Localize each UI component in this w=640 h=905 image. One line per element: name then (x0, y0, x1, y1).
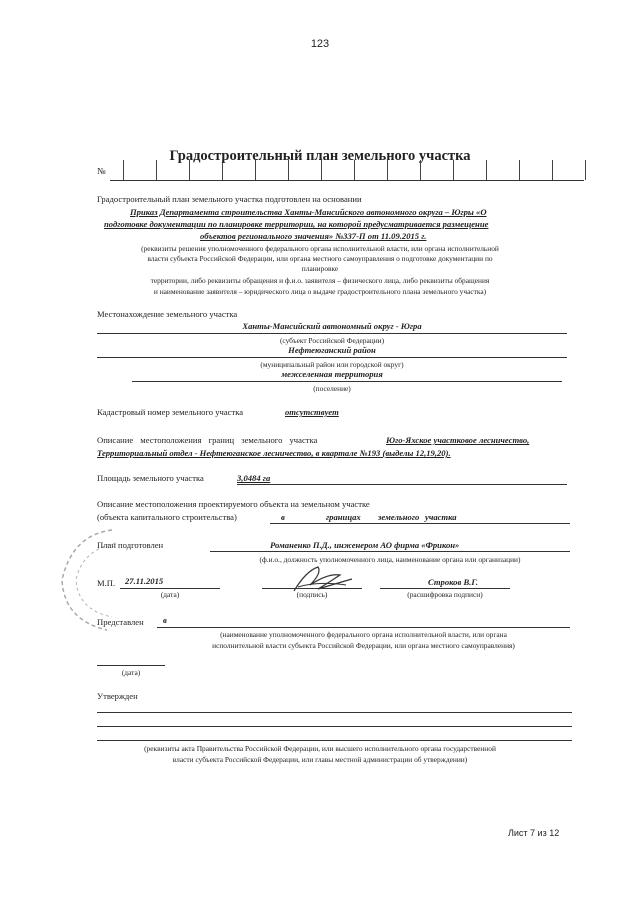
basis-caption-2: власти субъекта Российской Федерации, или органа местного самоуправления о подготовке документации по (147, 254, 493, 263)
area-value: 3,0484 га (237, 473, 271, 483)
order-line-2: подготовке документации по планировке территории, на которой предусматривается размещение (104, 219, 489, 229)
presented-value: в (163, 615, 167, 625)
cadastral-value: отсутствует (285, 407, 339, 417)
order-line-1: Приказ Департамента строительства Ханты-Мансийского автономного округа – Югры «О (130, 207, 487, 217)
date-caption: (дата) (160, 590, 180, 599)
approved-label: Утвержден (97, 691, 138, 701)
boundaries-value-1: Юго-Яхское участковое лесничество, (386, 435, 530, 445)
document-title: Градостроительный план земельного участка (169, 148, 471, 164)
decoding-caption: (расшифровка подписи) (407, 590, 483, 599)
prepared-by-caption: (ф.и.о., должность уполномоченного лица, наименование органа или организации) (259, 555, 521, 564)
basis-caption-4: территории, либо реквизиты обращения и ф.и.о. заявителя – физического лица, либо реквизиты обращения (150, 276, 490, 285)
page-number: 123 (310, 38, 330, 50)
prepared-by: Романенко П.Д., инженером АО фирма «Фрикон» (270, 540, 460, 550)
district-caption: (муниципальный район или городской округ) (260, 360, 404, 369)
basis-caption-5: и наименование заявителя – юридического лица о выдаче градостроительного плана земельного участка) (153, 287, 487, 296)
location-settlement: межселенная территория (281, 369, 383, 379)
presented-caption-2: исполнительной власти субъекта Российской Федерации, или органа местного самоуправления) (212, 641, 515, 650)
area-label: Площадь земельного участка (97, 473, 204, 483)
order-line-3: объектов регионального значения» №337-П от 11.09.2015 г. (200, 231, 427, 241)
object-word-2: границах (326, 512, 361, 522)
basis-intro: Градостроительный план земельного участка подготовлен на основании (97, 194, 362, 204)
basis-caption-3: планировке (301, 264, 339, 273)
approved-caption-1: (реквизиты акта Правительства Российской Федерации, или высшего исполнительного органа государственной (144, 744, 496, 753)
signature-caption: (подпись) (296, 590, 328, 599)
number-label: № (97, 166, 106, 176)
cadastral-label: Кадастровый номер земельного участка (97, 407, 244, 417)
subject-caption: (субъект Российской Федерации) (279, 336, 385, 345)
mp-label: М.П. (97, 578, 116, 588)
object-word-4: участка (425, 512, 457, 522)
boundaries-value-2: Территориальный отдел - Нефтеюганское лесничество, в квартале №193 (выделы 12,19,20). (97, 448, 451, 458)
sheet-number: Лист 7 из 12 (508, 828, 560, 838)
location-label: Местонахождение земельного участка (97, 309, 238, 319)
object-word-1: в (281, 512, 285, 522)
approved-caption-2: власти субъекта Российской Федерации, или главы местной администрации об утверждении) (172, 755, 468, 764)
presented-date-caption: (дата) (121, 668, 141, 677)
signer-name: Строков В.Г. (428, 577, 479, 587)
object-word-3: земельного (378, 512, 420, 522)
location-district: Нефтеюганский район (288, 345, 376, 355)
location-subject: Ханты-Мансийский автономный округ - Югра (242, 321, 422, 331)
object-line-2: (объекта капитального строительства) (97, 512, 237, 522)
prepared-label: План подготовлен (97, 540, 164, 550)
presented-caption-1: (наименование уполномоченного федерального органа исполнительной власти, или органа (220, 630, 507, 639)
boundaries-label: Описание местоположения границ земельного участка (97, 435, 318, 445)
object-line-1: Описание местоположения проектируемого объекта на земельном участке (97, 499, 370, 509)
settlement-caption: (поселение) (313, 384, 351, 393)
prepared-date: 27.11.2015 (125, 576, 164, 586)
presented-label: Представлен (97, 617, 144, 627)
basis-caption-1: (реквизиты решения уполномоченного федерального органа исполнительной власти, или органа исполнительной (141, 244, 499, 253)
